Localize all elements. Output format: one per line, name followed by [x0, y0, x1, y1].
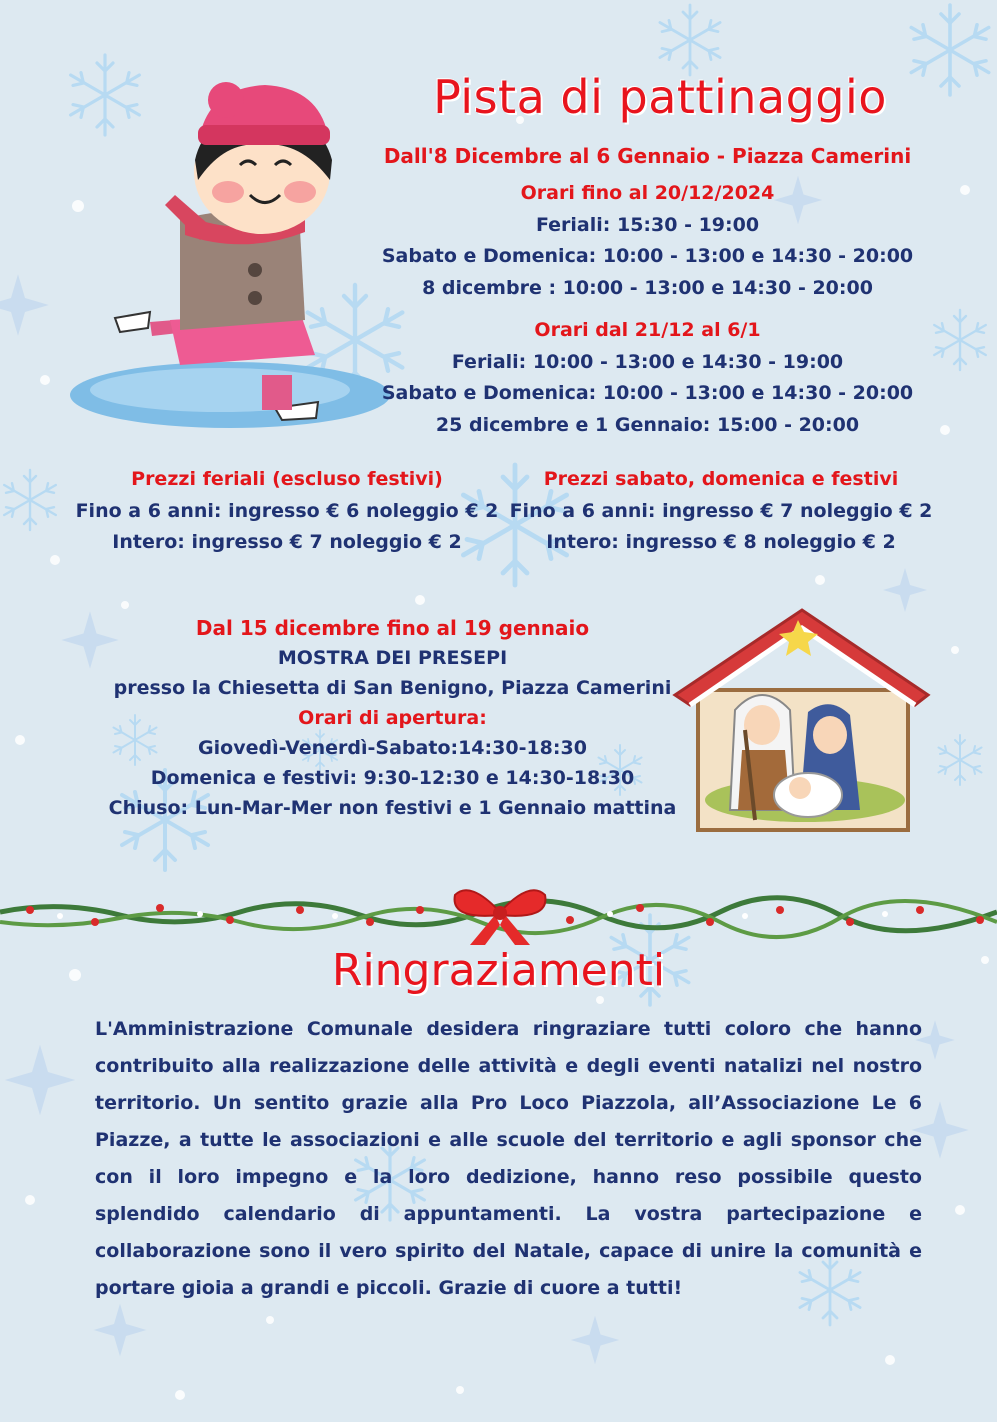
schedule-line: Feriali: 10:00 - 13:00 e 14:30 - 19:00: [451, 350, 844, 373]
schedule-from-21-12: [370, 315, 925, 441]
price-line: Intero: ingresso € 7 noleggio € 2: [112, 531, 462, 553]
skater-girl-illustration: [70, 82, 390, 428]
presepi-hours-header: Orari di apertura:: [298, 707, 487, 729]
schedule-line: Sabato e Domenica: 10:00 - 13:00 e 14:30 - 20:00: [381, 245, 914, 267]
price-line: Intero: ingresso € 8 noleggio € 2: [546, 531, 896, 553]
thanks-text: L'Amministrazione Comunale desidera ringraziare tutti coloro che hanno contribuito alla realizzazione delle attività e degli eventi natalizi nel nostro territorio. Un sentito grazie alla Pro Loco Piazzola, all’Associazione Le 6 Piazze, a tutte le associazioni e alle scuole del territorio e agli sponsor che con il loro impegno e la loro dedizione, hanno reso possibile questo splendido calendario di appuntamenti. La vostra partecipazione e collaborazione sono il vero spirito del Natale, capace di unire la comunità e portare gioia a grandi e piccoli. Grazie di cuore a tutti!: [95, 1018, 922, 1299]
skating-title: Pista di pattinaggio: [433, 70, 887, 124]
presepi-hours-line: Chiuso: Lun-Mar-Mer non festivi e 1 Gennaio mattina: [108, 797, 677, 819]
garland-ribbon-icon: [0, 890, 997, 945]
presepi-section: [90, 613, 695, 823]
presepi-location: presso la Chiesetta di San Benigno, Piazza Camerini: [113, 677, 672, 699]
thanks-title: Ringraziamenti: [331, 945, 666, 996]
prices-holiday: [506, 464, 936, 559]
price-line: Fino a 6 anni: ingresso € 6 noleggio € 2: [75, 499, 499, 522]
prices-header: Prezzi sabato, domenica e festivi: [543, 468, 899, 490]
schedule-header: Orari fino al 20/12/2024: [520, 182, 775, 204]
schedule-line: Sabato e Domenica: 10:00 - 13:00 e 14:30 - 20:00: [381, 382, 914, 404]
presepi-dates: Dal 15 dicembre fino al 19 gennaio: [195, 616, 590, 640]
price-line: Fino a 6 anni: ingresso € 7 noleggio € 2: [509, 499, 933, 522]
presepi-hours-line: Giovedì-Venerdì-Sabato:14:30-18:30: [198, 737, 587, 759]
schedule-line: 25 dicembre e 1 Gennaio: 15:00 - 20:00: [435, 413, 860, 436]
schedule-line: Feriali: 15:30 - 19:00: [535, 213, 760, 236]
skating-subtitle: Dall'8 Dicembre al 6 Gennaio - Piazza Camerini: [383, 144, 912, 168]
presepi-hours-line: Domenica e festivi: 9:30-12:30 e 14:30-18:30: [150, 767, 635, 789]
prices-weekday: [72, 464, 502, 559]
presepi-title: MOSTRA DEI PRESEPI: [277, 647, 508, 669]
schedule-line: 8 dicembre : 10:00 - 13:00 e 14:30 - 20:00: [422, 276, 873, 299]
schedule-until-20-12: [370, 178, 925, 304]
prices-header: Prezzi feriali (escluso festivi): [131, 468, 443, 490]
nativity-illustration: [675, 610, 928, 830]
schedule-header: Orari dal 21/12 al 6/1: [534, 319, 761, 341]
